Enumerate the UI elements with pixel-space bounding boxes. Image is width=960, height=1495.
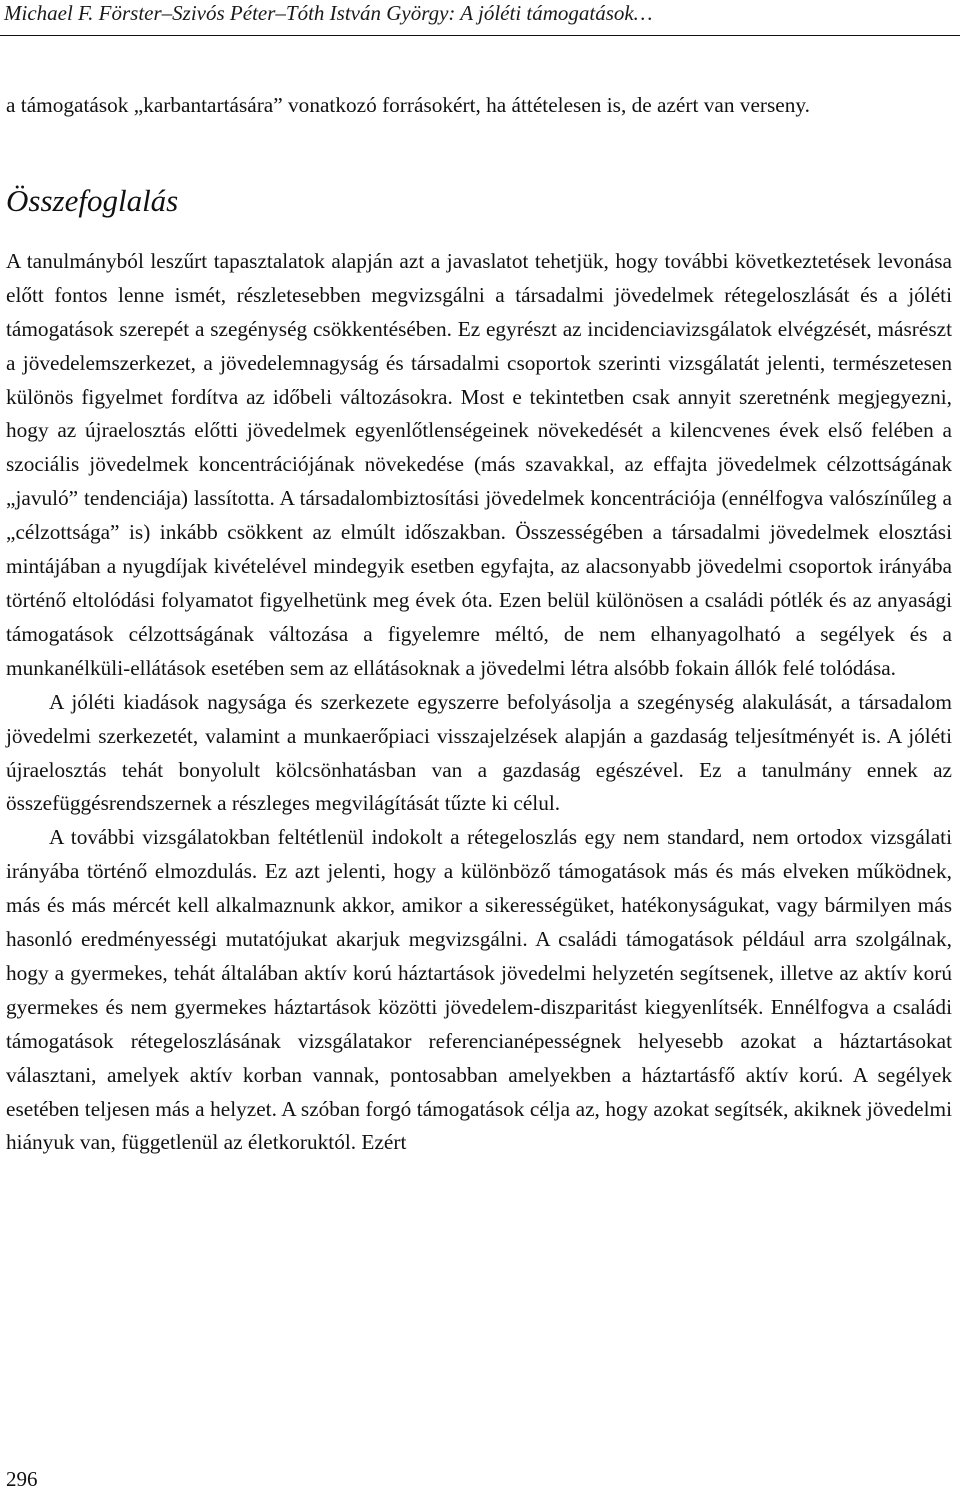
body-paragraph: A tanulmányból leszűrt tapasztalatok alapján azt a javaslatot tehetjük, hogy további következtetések levonása előtt fontos lenne ismét, részletesebben megvizsgálni a társadalmi jövedelmek rétegeloszlását és a jóléti támogatások szerepét a szegénység csökkentésében. Ez egyrészt az incidenciavizsgálatok elvégzését, másrészt a jövedelemszerkezet, a jövedelemnagyság és társadalmi csoportok szerinti vizsgálatát jelenti, természetesen különös figyelmet fordítva az időbeli változásokra. Most e tekintetben csak annyit szeretnénk megjegyezni, hogy az újraelosztás előtti jövedelmek egyenlőtlenségeinek növekedését a kilencvenes évek első felében a szociális jövedelmek koncentrációjának növekedése (más szavakkal, az effajta jövedelmek célzottságának „javuló” tendenciája) lassította. A társadalombiztosítási jövedelmek koncentrációja (ennélfogva valószínűleg a „célzottsága” is) inkább csökkent az elmúlt időszakban. Összességében a társadalmi jövedelmek elosztási mintájában a nyugdíjak kivételével mindegyik esetben egyfajta, az alacsonyabb jövedelmi csoportok irányába történő eltolódási folyamatot figyelhetünk meg évek óta. Ezen belül különösen a családi pótlék és az anyasági támogatások célzottságának változása a figyelemre méltó, de nem elhanyagolható a segélyek és a munkanélküli-ellátások esetében sem az ellátásoknak a jövedelmi létra alsóbb fokain állók felé tolódása. (6, 248, 952, 680)
running-title: Michael F. Förster–Szivós Péter–Tóth István György: A jóléti támogatások… (4, 1, 653, 25)
running-header (0, 0, 960, 36)
page-number: 296 (6, 1467, 38, 1491)
body-paragraph: A további vizsgálatokban feltétlenül indokolt a rétegeloszlás egy nem standard, nem ortodox vizsgálati irányába történő elmozdulás. Ez azt jelenti, hogy a különböző támogatások más és más elveken működnek, más és más mércét kell alkalmaznunk akkor, amikor a sikerességüket, hatékonyságukat, vagy bármilyen más hasonló eredményességi mutatójukat akarjuk megvizsgálni. A családi támogatások például arra szolgálnak, hogy a gyermekes, tehát általában aktív korú háztartások jövedelmi helyzetén segítsenek, illetve az aktív korú gyermekes és nem gyermekes háztartások közötti jövedelem-diszparitást kiegyenlítsék. Ennélfogva a családi támogatások rétegeloszlásának vizsgálatakor referencianépességnek helyesebb azokat a háztartásokat választani, amelyek aktív korban vannak, pontosabban amelyekben a háztartásfő aktív korú. A segélyek esetében teljesen más a helyzet. A szóban forgó támogatások célja az, hogy azokat segítsék, akiknek jövedelmi hiányuk van, függetlenül az életkoruktól. Ezért (6, 825, 952, 1155)
carryover-paragraph: a támogatások „karbantartására” vonatkozó forrásokért, ha áttételesen is, de azért van verseny. (6, 93, 810, 117)
page-body (6, 89, 952, 1160)
body-paragraph: A jóléti kiadások nagysága és szerkezete egyszerre befolyásolja a szegénység alakulását, a társadalom jövedelmi szerkezetét, valamint a munkaerőpiaci visszajelzések alapján a gazdaság teljesítményét is. A jóléti újraelosztás tehát bonyolult kölcsönhatásban van a gazdaság egészével. Ez a tanulmány ennek az összefüggésrendszernek a részleges megvilágítását tűzte ki célul. (6, 689, 952, 816)
section-title: Összefoglalás (6, 182, 179, 218)
